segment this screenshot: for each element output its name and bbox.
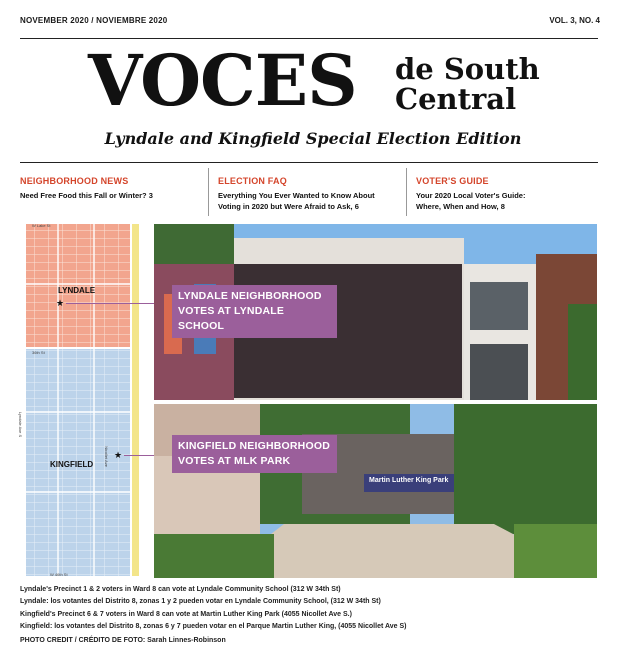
section-teaser-line-1: Your 2020 Local Voter's Guide: [416,191,526,200]
section-heading: ELECTION FAQ [218,176,287,186]
edition-title: Lyndale and Kingfield Special Election Edition [104,129,522,148]
masthead-subtitle-1: de South [395,52,540,86]
map-graphic [20,222,150,578]
mlk-park-illustration [154,404,597,578]
lyndale-polling-label [172,285,337,338]
section-teaser-line-2: Voting in 2020 but Were Afraid to Ask, 6 [218,202,359,211]
map-label-kingfield: KINGFIELD [50,460,94,469]
caption-line-1: Lyndale's Precinct 1 & 2 voters in Ward 8 can vote at Lyndale Community School (312 W 34th St) [20,586,341,593]
street-label-side: Lyndale Ave S [18,411,24,438]
section-teaser-line-1: Everything You Ever Wanted to Know About [218,191,375,200]
section-voters-guide[interactable] [416,176,606,212]
park-sign-text: Martin Luther King Park [369,477,449,484]
section-neighborhood-news[interactable] [20,176,205,201]
mlk-park-star-icon: ★ [114,450,123,460]
masthead-subtitle-2: Central [395,82,517,116]
street-label-top: W Lake St [32,223,51,228]
lyndale-label-line-1: LYNDALE NEIGHBORHOOD [178,290,322,302]
lyndale-label-line-2: VOTES AT LYNDALE SCHOOL [178,305,285,332]
caption-line-4: Kingfield: los votantes del Distrito 8, zonas 6 y 7 pueden votar en el Parque Martin Luther King, (4055 Nicollet Ave S) [20,623,407,630]
section-divider [406,168,407,216]
section-teaser: Need Free Food this Fall or Winter? 3 [20,191,153,200]
caption-line-2: Lyndale: los votantes del Distrito 8, zonas 1 y 2 pueden votar en Lyndale Community School, (312 W 34th St) [20,598,381,605]
mlk-park-photo [154,404,597,578]
kingfield-label-line-2: VOTES AT MLK PARK [178,455,291,467]
caption-line-3: Kingfield's Precinct 6 & 7 voters in Ward 8 can vote at Martin Luther King Park (4055 Nicollet Ave S.) [20,611,352,618]
lyndale-school-star-icon: ★ [56,298,65,308]
edition-rule [20,162,598,163]
section-divider [208,168,209,216]
photo-credit: PHOTO CREDIT / CRÉDITO DE FOTO: Sarah Linnes-Robinson [20,637,226,644]
section-election-faq[interactable] [218,176,408,212]
kingfield-label-line-1: KINGFIELD NEIGHBORHOOD [178,440,330,452]
volume-number: VOL. 3, NO. 4 [549,16,600,25]
map-label-lyndale: LYNDALE [58,286,96,295]
street-label-nicollet: Nicollet Ave [103,446,109,467]
issue-date: NOVEMBER 2020 / NOVIEMBRE 2020 [20,16,168,25]
section-heading: VOTER'S GUIDE [416,176,489,186]
street-label-bottom: W 46th St [50,572,68,577]
neighborhood-map [20,222,150,578]
section-heading: NEIGHBORHOOD NEWS [20,176,129,186]
masthead-title: VOCES [88,39,357,122]
kingfield-polling-label [172,435,337,473]
street-label-mid: 36th St [32,350,45,355]
section-teaser-line-2: Where, When and How, 8 [416,202,505,211]
